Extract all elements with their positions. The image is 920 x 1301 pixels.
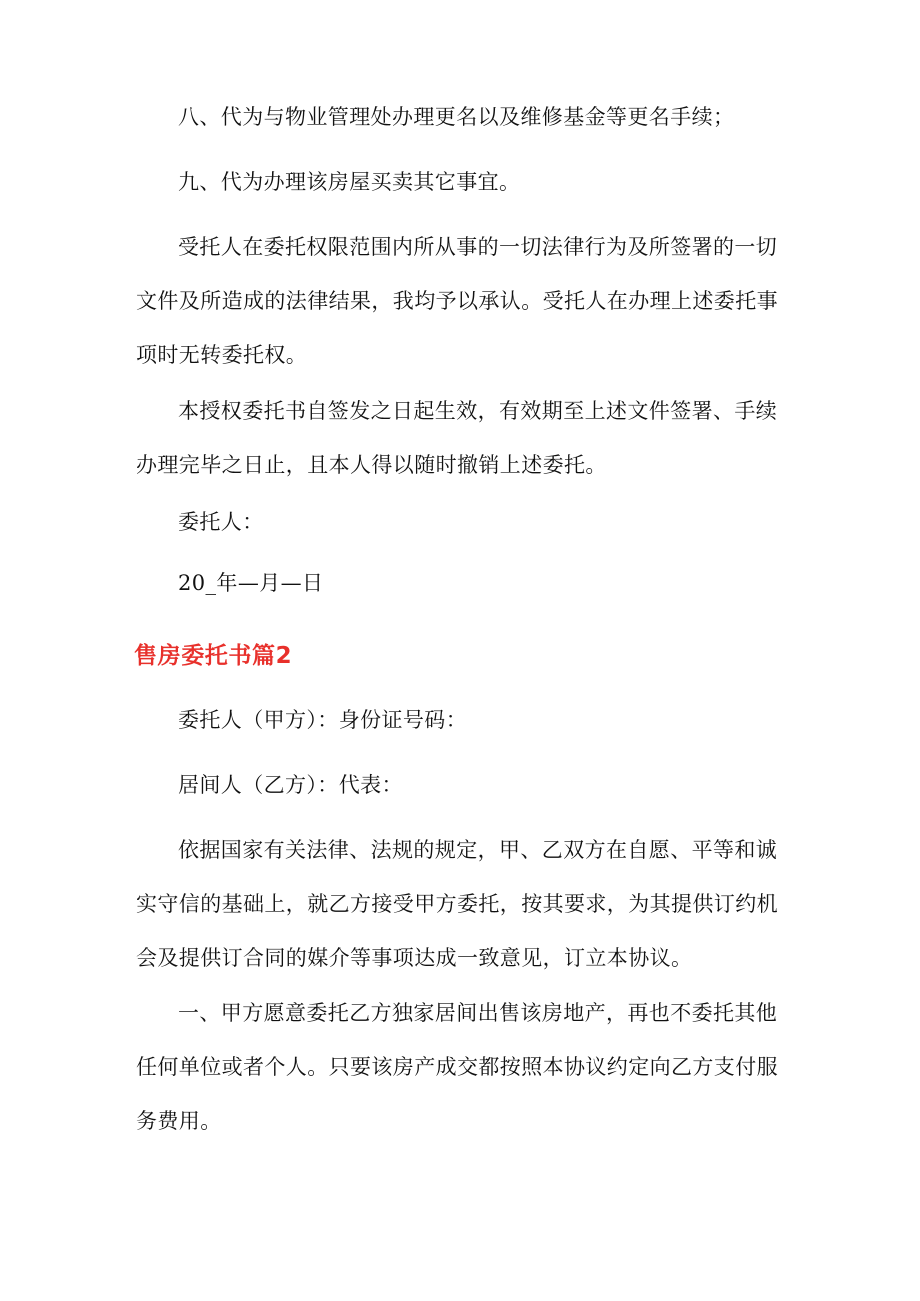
party-b-text: 居间人（乙方）：代表： (178, 773, 403, 797)
date-line (136, 556, 786, 610)
validity-line-1: 本授权委托书自签发之日起生效，有效期至上述文件签署、手续 (178, 399, 778, 423)
article-one-paragraph (136, 986, 786, 1148)
section-heading: 售房委托书篇2 (134, 643, 293, 669)
basis-line-1: 依据国家有关法律、法规的规定，甲、乙双方在自愿、平等和诚 (178, 838, 778, 862)
clause-nine-line-1: 九、代为办理该房屋买卖其它事宜。 (178, 170, 521, 194)
agent-authority-line-2: 文件及所造成的法律结果，我均予以承认。受托人在办理上述委托事 (136, 289, 778, 313)
agent-authority-line-1: 受托人在委托权限范围内所从事的一切法律行为及所签署的一切 (178, 235, 778, 259)
party-a-text: 委托人（甲方）：身份证号码： (178, 708, 468, 732)
agent-authority-line-3: 项时无转委托权。 (136, 343, 308, 367)
basis-line-2: 实守信的基础上，就乙方接受甲方委托，按其要求，为其提供订约机 (136, 892, 778, 916)
validity-line-2: 办理完毕之日止，且本人得以随时撤销上述委托。 (136, 453, 607, 477)
agent-authority-paragraph (136, 220, 786, 382)
article-one-line-3: 务费用。 (136, 1109, 222, 1133)
party-a-line (136, 693, 786, 747)
clause-eight-line-1: 八、代为与物业管理处办理更名以及维修基金等更名手续； (178, 105, 735, 129)
date-text: 20_年—月—日 (178, 571, 324, 595)
basis-line-3: 会及提供订合同的媒介等事项达成一致意见，订立本协议。 (136, 946, 693, 970)
party-b-line (136, 758, 786, 812)
validity-paragraph (136, 384, 786, 492)
article-one-line-1: 一、甲方愿意委托乙方独家居间出售该房地产，再也不委托其他 (178, 1001, 778, 1025)
article-one-line-2: 任何单位或者个人。只要该房产成交都按照本协议约定向乙方支付服 (136, 1055, 778, 1079)
principal-label: 委托人： (178, 510, 264, 534)
clause-nine (136, 155, 786, 209)
basis-paragraph (136, 823, 786, 985)
principal-signature-line (136, 495, 786, 549)
clause-eight (136, 90, 786, 144)
